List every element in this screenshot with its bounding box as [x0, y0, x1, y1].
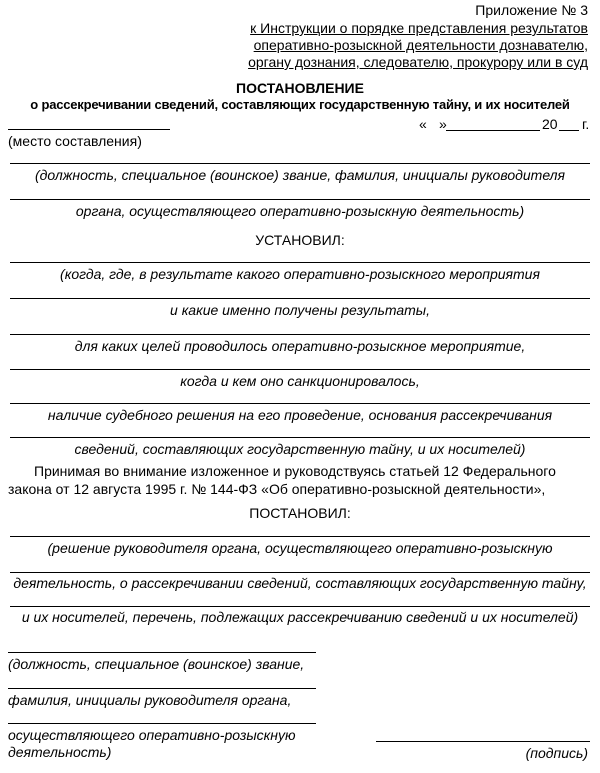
signature-hint-4: деятельность)	[8, 744, 112, 760]
signature-position-line-1[interactable]	[8, 652, 316, 653]
decided-hint-3: и их носителей, перечень, подлежащих рассекречиванию сведений и их носителей)	[21, 609, 579, 625]
decided-line-3[interactable]	[10, 606, 590, 607]
basis-line-1: Принимая во внимание изложенное и руководствуясь статьей 12 Федерального	[34, 463, 556, 479]
author-line-2[interactable]	[10, 199, 590, 200]
appendix-line-1: к Инструкции о порядке представления результатов	[250, 20, 588, 36]
appendix-line-3: органу дознания, следователю, прокурору или в суд	[248, 54, 588, 70]
signature-line[interactable]	[376, 741, 590, 742]
established-hint-4: когда и кем оно санкционировалось,	[180, 373, 420, 389]
established-line-5[interactable]	[10, 403, 590, 404]
appendix-number: Приложение № 3	[475, 2, 588, 18]
established-hint-1: (когда, где, в результате какого оперативно-розыскного мероприятия	[60, 266, 540, 282]
author-line-1[interactable]	[10, 163, 590, 164]
document-title: ПОСТАНОВЛЕНИЕ	[236, 80, 364, 96]
decided-hint-2: деятельность, о рассекречивании сведений, составляющих государственную тайну,	[13, 575, 587, 591]
place-field-line[interactable]	[8, 129, 170, 130]
decided-line-1[interactable]	[10, 536, 590, 537]
date-month-line[interactable]	[446, 130, 540, 131]
established-line-3[interactable]	[10, 334, 590, 335]
date-year-suffix: г.	[582, 116, 590, 132]
established-hint-6: сведений, составляющих государственную тайну, и их носителей)	[74, 441, 526, 457]
signature-position-line-3[interactable]	[8, 723, 316, 724]
author-hint-2: органа, осуществляющего оперативно-розыскную деятельность)	[75, 203, 525, 219]
established-hint-2: и какие именно получены результаты,	[170, 302, 430, 318]
signature-hint-3: осуществляющего оперативно-розыскную	[8, 727, 296, 743]
place-label: (место составления)	[8, 133, 142, 149]
established-line-2[interactable]	[10, 298, 590, 299]
established-hint-3: для каких целей проводилось оперативно-розыскное мероприятие,	[74, 338, 526, 354]
signature-hint-1: (должность, специальное (воинское) звание,	[8, 656, 305, 672]
established-line-4[interactable]	[10, 369, 590, 370]
established-heading: УСТАНОВИЛ:	[255, 232, 345, 248]
date-year-prefix: 20	[542, 116, 558, 132]
decided-hint-1: (решение руководителя органа, осуществляющего оперативно-розыскную	[47, 540, 553, 556]
signature-position-line-2[interactable]	[8, 688, 316, 689]
decided-line-2[interactable]	[10, 572, 590, 573]
document-subtitle: о рассекречивании сведений, составляющих государственную тайну, и их носителей	[30, 97, 570, 112]
basis-line-2: закона от 12 августа 1995 г. № 144-ФЗ «Об оперативно-розыскной деятельности»,	[8, 481, 546, 497]
date-quote-open: «	[419, 116, 427, 132]
date-quote-close: »	[439, 116, 447, 132]
established-line-6[interactable]	[10, 437, 590, 438]
author-hint-1: (должность, специальное (воинское) звание, фамилия, инициалы руководителя	[34, 167, 566, 183]
signature-hint-2: фамилия, инициалы руководителя органа,	[8, 692, 292, 708]
established-hint-5: наличие судебного решения на его проведение, основания рассекречивания	[47, 407, 553, 423]
decided-heading: ПОСТАНОВИЛ:	[249, 505, 351, 521]
date-year-line[interactable]	[559, 130, 579, 131]
established-line-1[interactable]	[10, 262, 590, 263]
appendix-line-2: оперативно-розыскной деятельности дознавателю,	[253, 37, 588, 53]
signature-label: (подпись)	[525, 745, 588, 761]
